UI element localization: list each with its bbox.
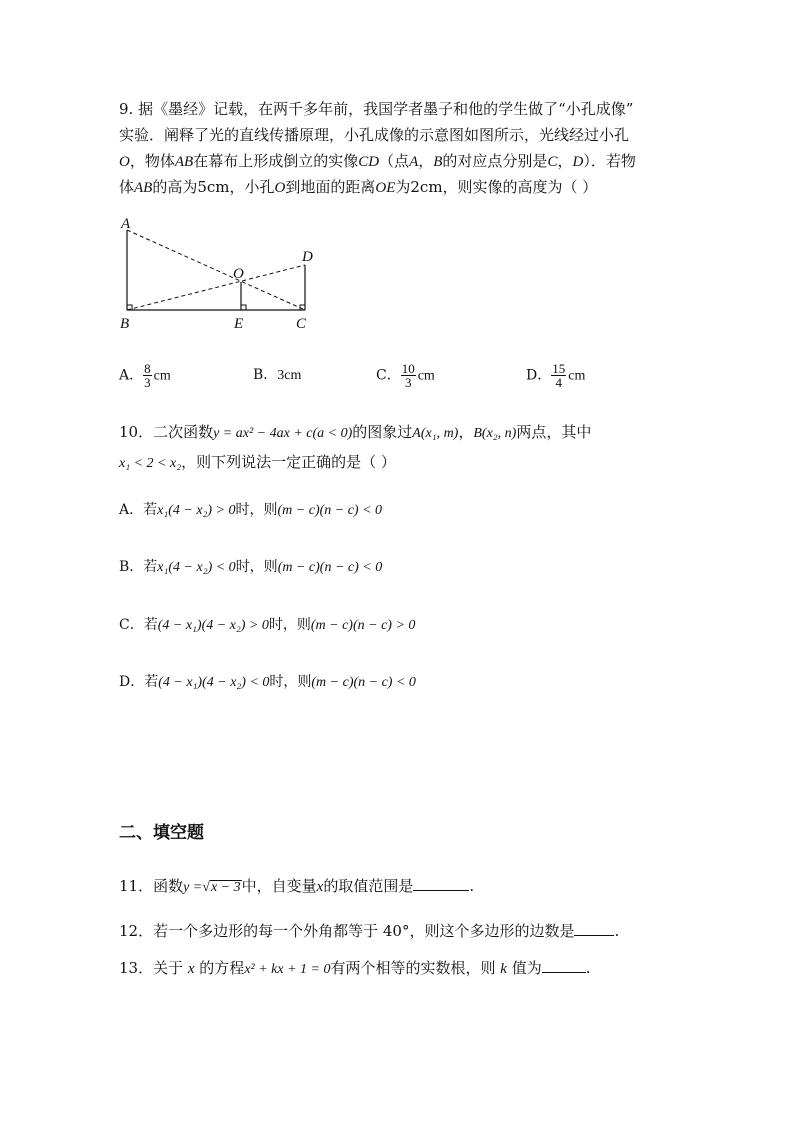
q11-line <box>119 873 474 901</box>
q9-option-c[interactable] <box>376 362 435 390</box>
option-text: 时，则 <box>235 559 278 575</box>
q10-option-c[interactable] <box>119 612 415 639</box>
option-text: 时，则 <box>268 617 311 633</box>
option-result: (m − c)(n − c) > 0 <box>310 618 416 633</box>
q13-line <box>119 955 591 983</box>
denominator: 3 <box>144 375 151 390</box>
q9-text: 为2cm，则实像的高度为（ ） <box>395 178 598 196</box>
sqrt-symbol: √ <box>202 880 210 895</box>
answer-blank[interactable] <box>574 919 614 936</box>
q11-text: 的取值范围是 <box>323 877 414 895</box>
label-c: C <box>296 316 307 332</box>
q13-var: x <box>187 961 195 977</box>
option-label: D． <box>526 367 552 384</box>
option-result: (m − c)(n − c) < 0 <box>311 675 416 690</box>
q9-var: CD <box>358 154 380 170</box>
q13-text: 的方程 <box>194 959 245 977</box>
q10-line-1 <box>119 419 591 447</box>
q9-option-d[interactable] <box>526 362 585 390</box>
q10-text: ， <box>458 423 474 441</box>
q13-var: k <box>500 961 507 977</box>
option-label: D．若 <box>119 674 159 690</box>
ray-ac <box>127 230 305 310</box>
label-o: O <box>233 266 244 282</box>
option-label: C． <box>376 367 401 384</box>
q9-text: 到地面的距离 <box>285 178 376 196</box>
numerator: 8 <box>144 361 151 376</box>
option-result: (m − c)(n − c) < 0 <box>277 503 383 518</box>
section-title: 二、填空题 <box>119 823 204 843</box>
q10-text: 的图象过 <box>352 423 413 441</box>
q10-condition: x₁ < 2 < x₂ <box>119 456 182 471</box>
numerator: 15 <box>552 361 566 376</box>
q11-radicand: x − 3 <box>210 880 241 895</box>
q9-var: B <box>433 154 443 170</box>
label-e: E <box>234 316 244 332</box>
q9-line-1: 9. 据《墨经》记载，在两千多年前，我国学者墨子和他的学生做了“小孔成像” <box>119 100 634 118</box>
unit: cm <box>417 368 435 384</box>
unit: cm <box>153 368 171 384</box>
numerator: 10 <box>401 361 415 376</box>
q10-line-2 <box>119 449 396 477</box>
q9-option-a[interactable] <box>119 362 171 390</box>
ray-bd <box>127 265 305 310</box>
q9-line-3 <box>119 148 636 175</box>
fraction <box>401 362 416 389</box>
denominator: 3 <box>404 375 412 390</box>
option-label: B． <box>253 367 278 383</box>
q10-text: 两点，其中 <box>516 423 592 441</box>
q9-var: AB <box>174 154 194 170</box>
pinhole-figure <box>110 210 325 335</box>
fraction <box>551 362 566 389</box>
option-condition: x₁(4 − x₂) > 0 <box>157 503 236 518</box>
q9-text: 体 <box>119 178 135 196</box>
q10-option-b[interactable] <box>119 554 382 581</box>
q9-text: （点 <box>379 152 410 170</box>
answer-blank[interactable] <box>413 874 469 891</box>
q9-var: O <box>274 180 286 196</box>
q9-text: 的高为5cm，小孔 <box>152 178 275 196</box>
option-text: 时，则 <box>269 674 312 690</box>
q10-option-a[interactable] <box>119 497 382 524</box>
unit: cm <box>568 368 586 384</box>
option-label: A．若 <box>119 502 158 518</box>
q10-point-a: A(x₁, m) <box>412 426 459 441</box>
q9-var: AB <box>134 180 153 196</box>
option-condition: (4 − x₁)(4 − x₂) < 0 <box>158 675 270 690</box>
q9-text: ， <box>418 152 434 170</box>
q13-text: 值为 <box>506 959 542 977</box>
q11-function-y: y = <box>183 880 203 895</box>
q9-text: ， <box>557 152 573 170</box>
fraction <box>143 362 152 389</box>
q9-text: 的对应点分别是 <box>442 152 548 170</box>
label-b: B <box>120 316 130 332</box>
q9-var: C <box>547 154 558 170</box>
q13-end: . <box>585 959 591 977</box>
option-label: B．若 <box>119 559 158 575</box>
q9-text: 在幕布上形成倒立的实像 <box>193 152 359 170</box>
q12-line <box>119 918 619 944</box>
q9-var: D <box>572 154 584 170</box>
q9-line-4 <box>119 174 597 201</box>
q10-text: ，则下列说法一定正确的是（ ） <box>181 453 396 471</box>
label-a: A <box>121 216 131 232</box>
q13-equation: x² + kx + 1 = 0 <box>244 962 331 977</box>
q9-option-b[interactable] <box>253 362 301 389</box>
q10-text: 10．二次函数 <box>119 423 214 441</box>
option-value: 3cm <box>277 368 302 383</box>
q9-text: ）．若物 <box>583 152 636 170</box>
q12-end: . <box>614 922 620 940</box>
q9-text: ，物体 <box>129 152 175 170</box>
option-condition: (4 − x₁)(4 − x₂) > 0 <box>157 618 269 633</box>
right-angle-e <box>241 305 246 310</box>
option-text: 时，则 <box>235 502 278 518</box>
q9-var: A <box>409 154 419 170</box>
q9-var: OE <box>375 180 396 196</box>
q9-line-2: 实验．阐释了光的直线传播原理，小孔成像的示意图如图所示，光线经过小孔 <box>119 126 630 144</box>
q11-var: x <box>316 879 324 895</box>
q9-var: O <box>119 154 130 170</box>
q10-function: y = ax² − 4ax + c(a < 0) <box>213 426 353 441</box>
q13-text: 有两个相等的实数根，则 <box>330 959 501 977</box>
q11-end: . <box>469 877 475 895</box>
q13-text: 13．关于 <box>119 959 188 977</box>
option-label: C．若 <box>119 617 158 633</box>
q11-text: 11．函数 <box>119 877 184 895</box>
q10-option-d[interactable] <box>119 669 416 696</box>
denominator: 4 <box>555 375 562 390</box>
option-label: A． <box>119 367 144 384</box>
option-result: (m − c)(n − c) < 0 <box>277 560 383 575</box>
answer-blank[interactable] <box>542 956 586 973</box>
q12-text: 12．若一个多边形的每一个外角都等于 40°，则这个多边形的边数是 <box>119 922 575 940</box>
q10-point-b: B(x₂, n) <box>473 426 517 441</box>
label-d: D <box>302 249 313 265</box>
option-condition: x₁(4 − x₂) < 0 <box>157 560 236 575</box>
q11-text: 中，自变量 <box>241 877 317 895</box>
